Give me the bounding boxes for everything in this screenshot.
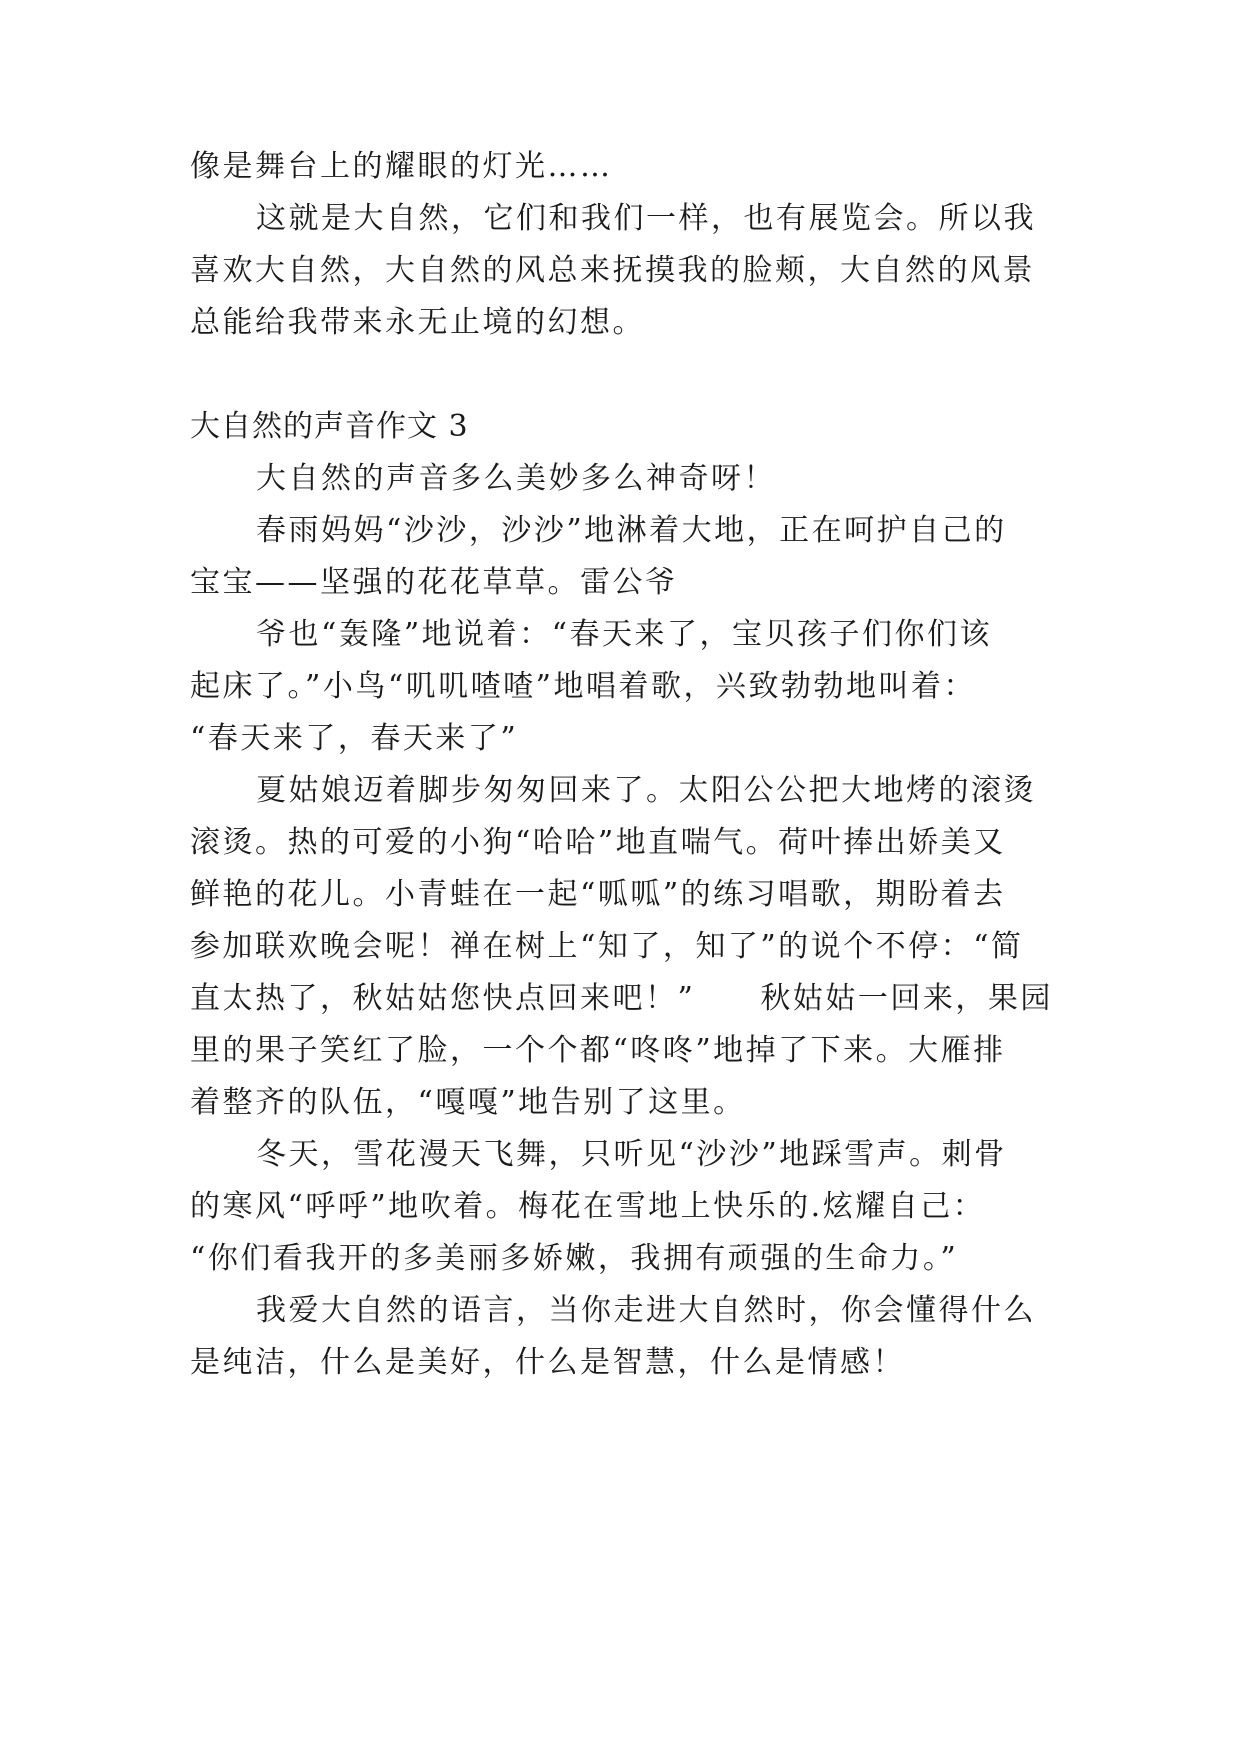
paragraph-line: 是纯洁，什么是美好，什么是智慧，什么是情感！ xyxy=(190,1345,905,1380)
paragraph-line: 滚烫。热的可爱的小狗“哈哈”地直喘气。荷叶捧出娇美又 xyxy=(190,825,1006,860)
paragraph-line: 鲜艳的花儿。小青蛙在一起“呱呱”的练习唱歌，期盼着去 xyxy=(190,877,1006,912)
paragraph-line: 大自然的声音多么美妙多么神奇呀！ xyxy=(256,461,776,496)
paragraph-line: 春雨妈妈“沙沙，沙沙”地淋着大地，正在呵护自己的 xyxy=(256,513,1007,548)
paragraph-line: “春天来了，春天来了” xyxy=(190,721,519,756)
paragraph-line: 宝宝——坚强的花花草草。雷公爷 xyxy=(190,565,678,600)
paragraph-line: 像是舞台上的耀眼的灯光…… xyxy=(190,149,613,184)
paragraph-line: 夏姑娘迈着脚步匆匆回来了。太阳公公把大地烤的滚烫 xyxy=(256,773,1036,808)
paragraph-line: 里的果子笑红了脸，一个个都“咚咚”地掉了下来。大雁排 xyxy=(190,1033,1006,1068)
paragraph-line: 这就是大自然，它们和我们一样，也有展览会。所以我 xyxy=(256,201,1036,236)
section-title: 大自然的声音作文 3 xyxy=(190,409,469,444)
paragraph-line: 起床了。”小鸟“叽叽喳喳”地唱着歌，兴致勃勃地叫着： xyxy=(190,669,977,704)
paragraph-line: 总能给我带来永无止境的幻想。 xyxy=(190,305,645,340)
paragraph-line: 着整齐的队伍，“嘎嘎”地告别了这里。 xyxy=(190,1085,746,1120)
paragraph-line: 直太热了，秋姑姑您快点回来吧！” 秋姑姑一回来，果园 xyxy=(190,981,1053,1016)
paragraph-line: 喜欢大自然，大自然的风总来抚摸我的脸颊，大自然的风景 xyxy=(190,253,1035,288)
paragraph-line: 爷也“轰隆”地说着：“春天来了，宝贝孩子们你们该 xyxy=(256,617,993,652)
paragraph-line: 我爱大自然的语言，当你走进大自然时，你会懂得什么 xyxy=(256,1293,1036,1328)
paragraph-line: 参加联欢晚会呢！禅在树上“知了，知了”的说个不停：“简 xyxy=(190,929,1024,964)
paragraph-line: 的寒风“呼呼”地吹着。梅花在雪地上快乐的.炫耀自己： xyxy=(190,1189,986,1224)
paragraph-line: “你们看我开的多美丽多娇嫩，我拥有顽强的生命力。” xyxy=(190,1241,959,1276)
paragraph-line: 冬天，雪花漫天飞舞，只听见“沙沙”地踩雪声。刺骨 xyxy=(256,1137,1007,1172)
